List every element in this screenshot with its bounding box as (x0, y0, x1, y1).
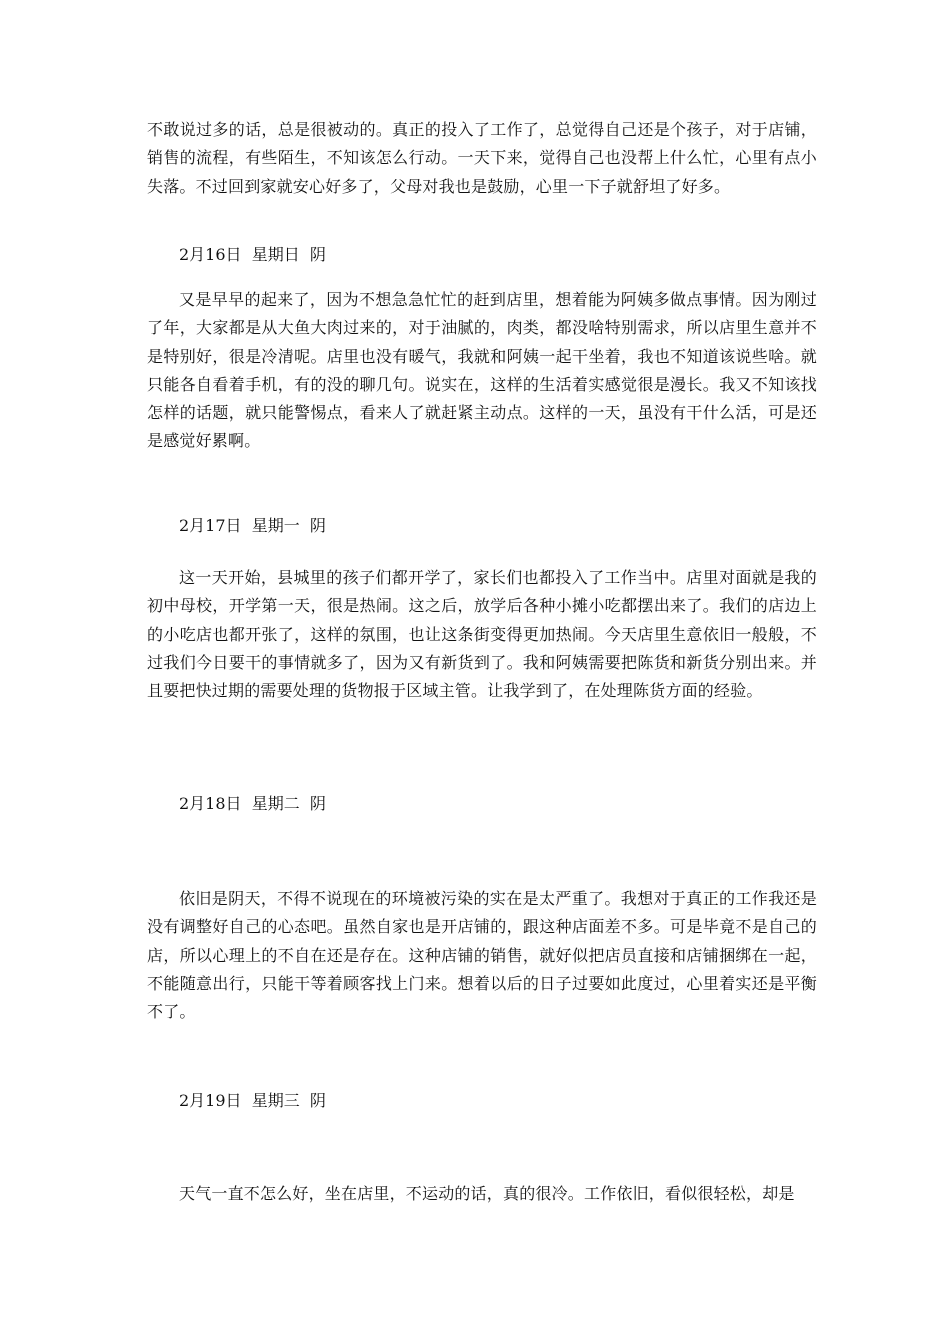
entry-date-feb18: 2月18日 星期二 阴 (179, 794, 326, 813)
entry-date-feb17: 2月17日 星期一 阴 (179, 516, 326, 535)
paragraph-feb17: 这一天开始，县城里的孩子们都开学了，家长们也都投入了工作当中。店里对面就是我的初中母校，开学第一天，很是热闹。这之后，放学后各种小摊小吃都摆出来了。我们的店边上的小吃店也都开张了，这样的氛围，也让这条街变得更加热闹。今天店里生意依旧一般般，不过我们今日要干的事情就多了，因为又有新货到了。我和阿姨需要把陈货和新货分别出来。并且要把快过期的需要处理的货物报于区域主管。让我学到了，在处理陈货方面的经验。 (147, 568, 817, 701)
paragraph-feb18: 依旧是阴天，不得不说现在的环境被污染的实在是太严重了。我想对于真正的工作我还是没有调整好自己的心态吧。虽然自家也是开店铺的，跟这种店面差不多。可是毕竟不是自己的店，所以心理上的不自在还是存在。这种店铺的销售，就好似把店员直接和店铺捆绑在一起，不能随意出行，只能干等着顾客找上门来。想着以后的日子过要如此度过，心里着实还是平衡不了。 (147, 889, 817, 1022)
paragraph-feb19: 天气一直不怎么好，坐在店里，不运动的话，真的很冷。工作依旧，看似很轻松，却是 (179, 1184, 795, 1203)
paragraph-intro: 不敢说过多的话，总是很被动的。真正的投入了工作了，总觉得自己还是个孩子，对于店铺，销售的流程，有些陌生，不知该怎么行动。一天下来，觉得自己也没帮上什么忙，心里有点小失落。不过回到家就安心好多了，父母对我也是鼓励，心里一下子就舒坦了好多。 (147, 120, 817, 196)
paragraph-feb16: 又是早早的起来了，因为不想急急忙忙的赶到店里，想着能为阿姨多做点事情。因为刚过了年，大家都是从大鱼大肉过来的，对于油腻的，肉类，都没啥特别需求，所以店里生意并不是特别好，很是冷清呢。店里也没有暖气，我就和阿姨一起干坐着，我也不知道该说些啥。就只能各自看着手机，有的没的聊几句。说实在，这样的生活着实感觉很是漫长。我又不知该找怎样的话题，就只能警惕点，看来人了就赶紧主动点。这样的一天，虽没有干什么活，可是还是感觉好累啊。 (147, 290, 817, 451)
entry-date-feb16: 2月16日 星期日 阴 (179, 245, 326, 264)
entry-date-feb19: 2月19日 星期三 阴 (179, 1091, 326, 1110)
